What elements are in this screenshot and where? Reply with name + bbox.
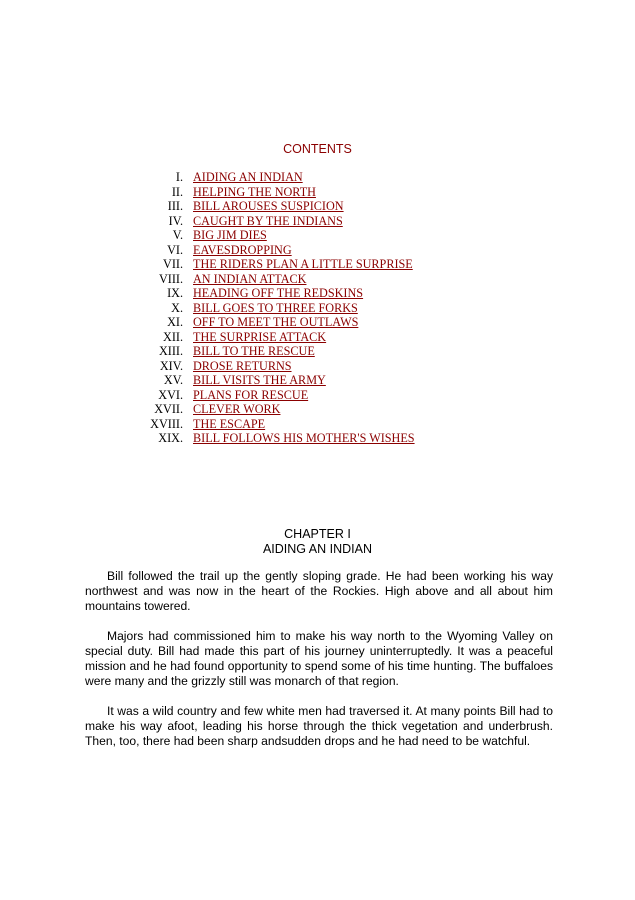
toc-row (0, 257, 635, 272)
toc-link-chapter-16[interactable]: PLANS FOR RESCUE (193, 387, 309, 402)
toc-row (0, 373, 635, 388)
paragraph: Majors had commissioned him to make his way north to the Wyoming Valley on special duty. Bill had made this part of his journey uninterruptedly. It was a peaceful mission and he had found opportunity to spend some of his time hunting. The buffaloes were many and the grizzly still was monarch of that region. (85, 629, 553, 688)
toc-chapter-number: XIII. (158, 344, 183, 358)
toc-row (0, 272, 635, 287)
toc-row (0, 185, 635, 200)
toc-link-chapter-19[interactable]: BILL FOLLOWS HIS MOTHER'S WISHES (193, 431, 415, 445)
toc-chapter-number: II. (171, 184, 183, 199)
toc-row (0, 301, 635, 316)
toc-row (0, 286, 635, 301)
toc-link-chapter-15[interactable]: BILL VISITS THE ARMY (193, 373, 326, 387)
toc-chapter-number: XVIII. (150, 416, 183, 431)
toc-row (0, 417, 635, 432)
toc-row (0, 344, 635, 359)
chapter-number: CHAPTER I (284, 527, 351, 541)
toc-chapter-number: XI. (167, 315, 183, 329)
chapter-body (85, 569, 553, 764)
toc-row (0, 388, 635, 403)
toc-row (0, 315, 635, 330)
toc-row (0, 170, 635, 185)
toc-row (0, 199, 635, 214)
toc-link-chapter-2[interactable]: HELPING THE NORTH (193, 184, 316, 199)
toc-chapter-number: X. (171, 300, 183, 315)
toc-row (0, 359, 635, 374)
paragraph: Bill followed the trail up the gently sloping grade. He had been working his way northwest and was now in the heart of the Rockies. High above and all about him mountains towered. (85, 569, 553, 613)
contents-heading: CONTENTS (283, 142, 352, 156)
table-of-contents (0, 170, 635, 446)
toc-chapter-number: IX. (167, 286, 183, 300)
toc-chapter-number: XVI. (158, 387, 183, 402)
toc-link-chapter-10[interactable]: BILL GOES TO THREE FORKS (193, 300, 358, 315)
toc-chapter-number: XII. (163, 329, 183, 344)
toc-chapter-number: VI. (167, 242, 183, 257)
toc-row (0, 214, 635, 229)
toc-link-chapter-6[interactable]: EAVESDROPPING (193, 242, 292, 257)
toc-chapter-number: III. (167, 199, 183, 213)
toc-link-chapter-3[interactable]: BILL AROUSES SUSPICION (193, 199, 344, 213)
toc-chapter-number: VII. (163, 257, 183, 271)
toc-link-chapter-13[interactable]: BILL TO THE RESCUE (193, 344, 315, 358)
toc-chapter-number: XIV. (159, 358, 183, 373)
toc-chapter-number: XV. (163, 373, 183, 387)
toc-link-chapter-8[interactable]: AN INDIAN ATTACK (193, 271, 307, 286)
toc-link-chapter-18[interactable]: THE ESCAPE (193, 416, 266, 431)
toc-link-chapter-5[interactable]: BIG JIM DIES (193, 228, 267, 242)
toc-row (0, 330, 635, 345)
toc-chapter-number: I. (175, 170, 183, 184)
toc-chapter-number: XVII. (154, 402, 183, 416)
toc-chapter-number: IV. (168, 213, 183, 228)
toc-row (0, 228, 635, 243)
toc-row (0, 431, 635, 446)
toc-link-chapter-9[interactable]: HEADING OFF THE REDSKINS (193, 286, 364, 300)
toc-row (0, 402, 635, 417)
toc-link-chapter-12[interactable]: THE SURPRISE ATTACK (193, 329, 327, 344)
toc-link-chapter-17[interactable]: CLEVER WORK (193, 402, 281, 416)
toc-chapter-number: V. (172, 228, 183, 242)
toc-link-chapter-7[interactable]: THE RIDERS PLAN A LITTLE SURPRISE (193, 257, 413, 271)
toc-link-chapter-4[interactable]: CAUGHT BY THE INDIANS (193, 213, 343, 228)
toc-chapter-number: XIX. (158, 431, 183, 445)
toc-link-chapter-11[interactable]: OFF TO MEET THE OUTLAWS (193, 315, 359, 329)
toc-chapter-number: VIII. (158, 271, 183, 286)
paragraph: It was a wild country and few white men had traversed it. At many points Bill had to make his way afoot, leading his horse through the thick vegetation and underbrush. Then, too, there had been sharp andsudden drops and he had need to be watchful. (85, 704, 553, 748)
toc-link-chapter-1[interactable]: AIDING AN INDIAN (193, 170, 303, 184)
toc-link-chapter-14[interactable]: DROSE RETURNS (193, 358, 292, 373)
chapter-title: AIDING AN INDIAN (262, 542, 373, 556)
toc-row (0, 243, 635, 258)
